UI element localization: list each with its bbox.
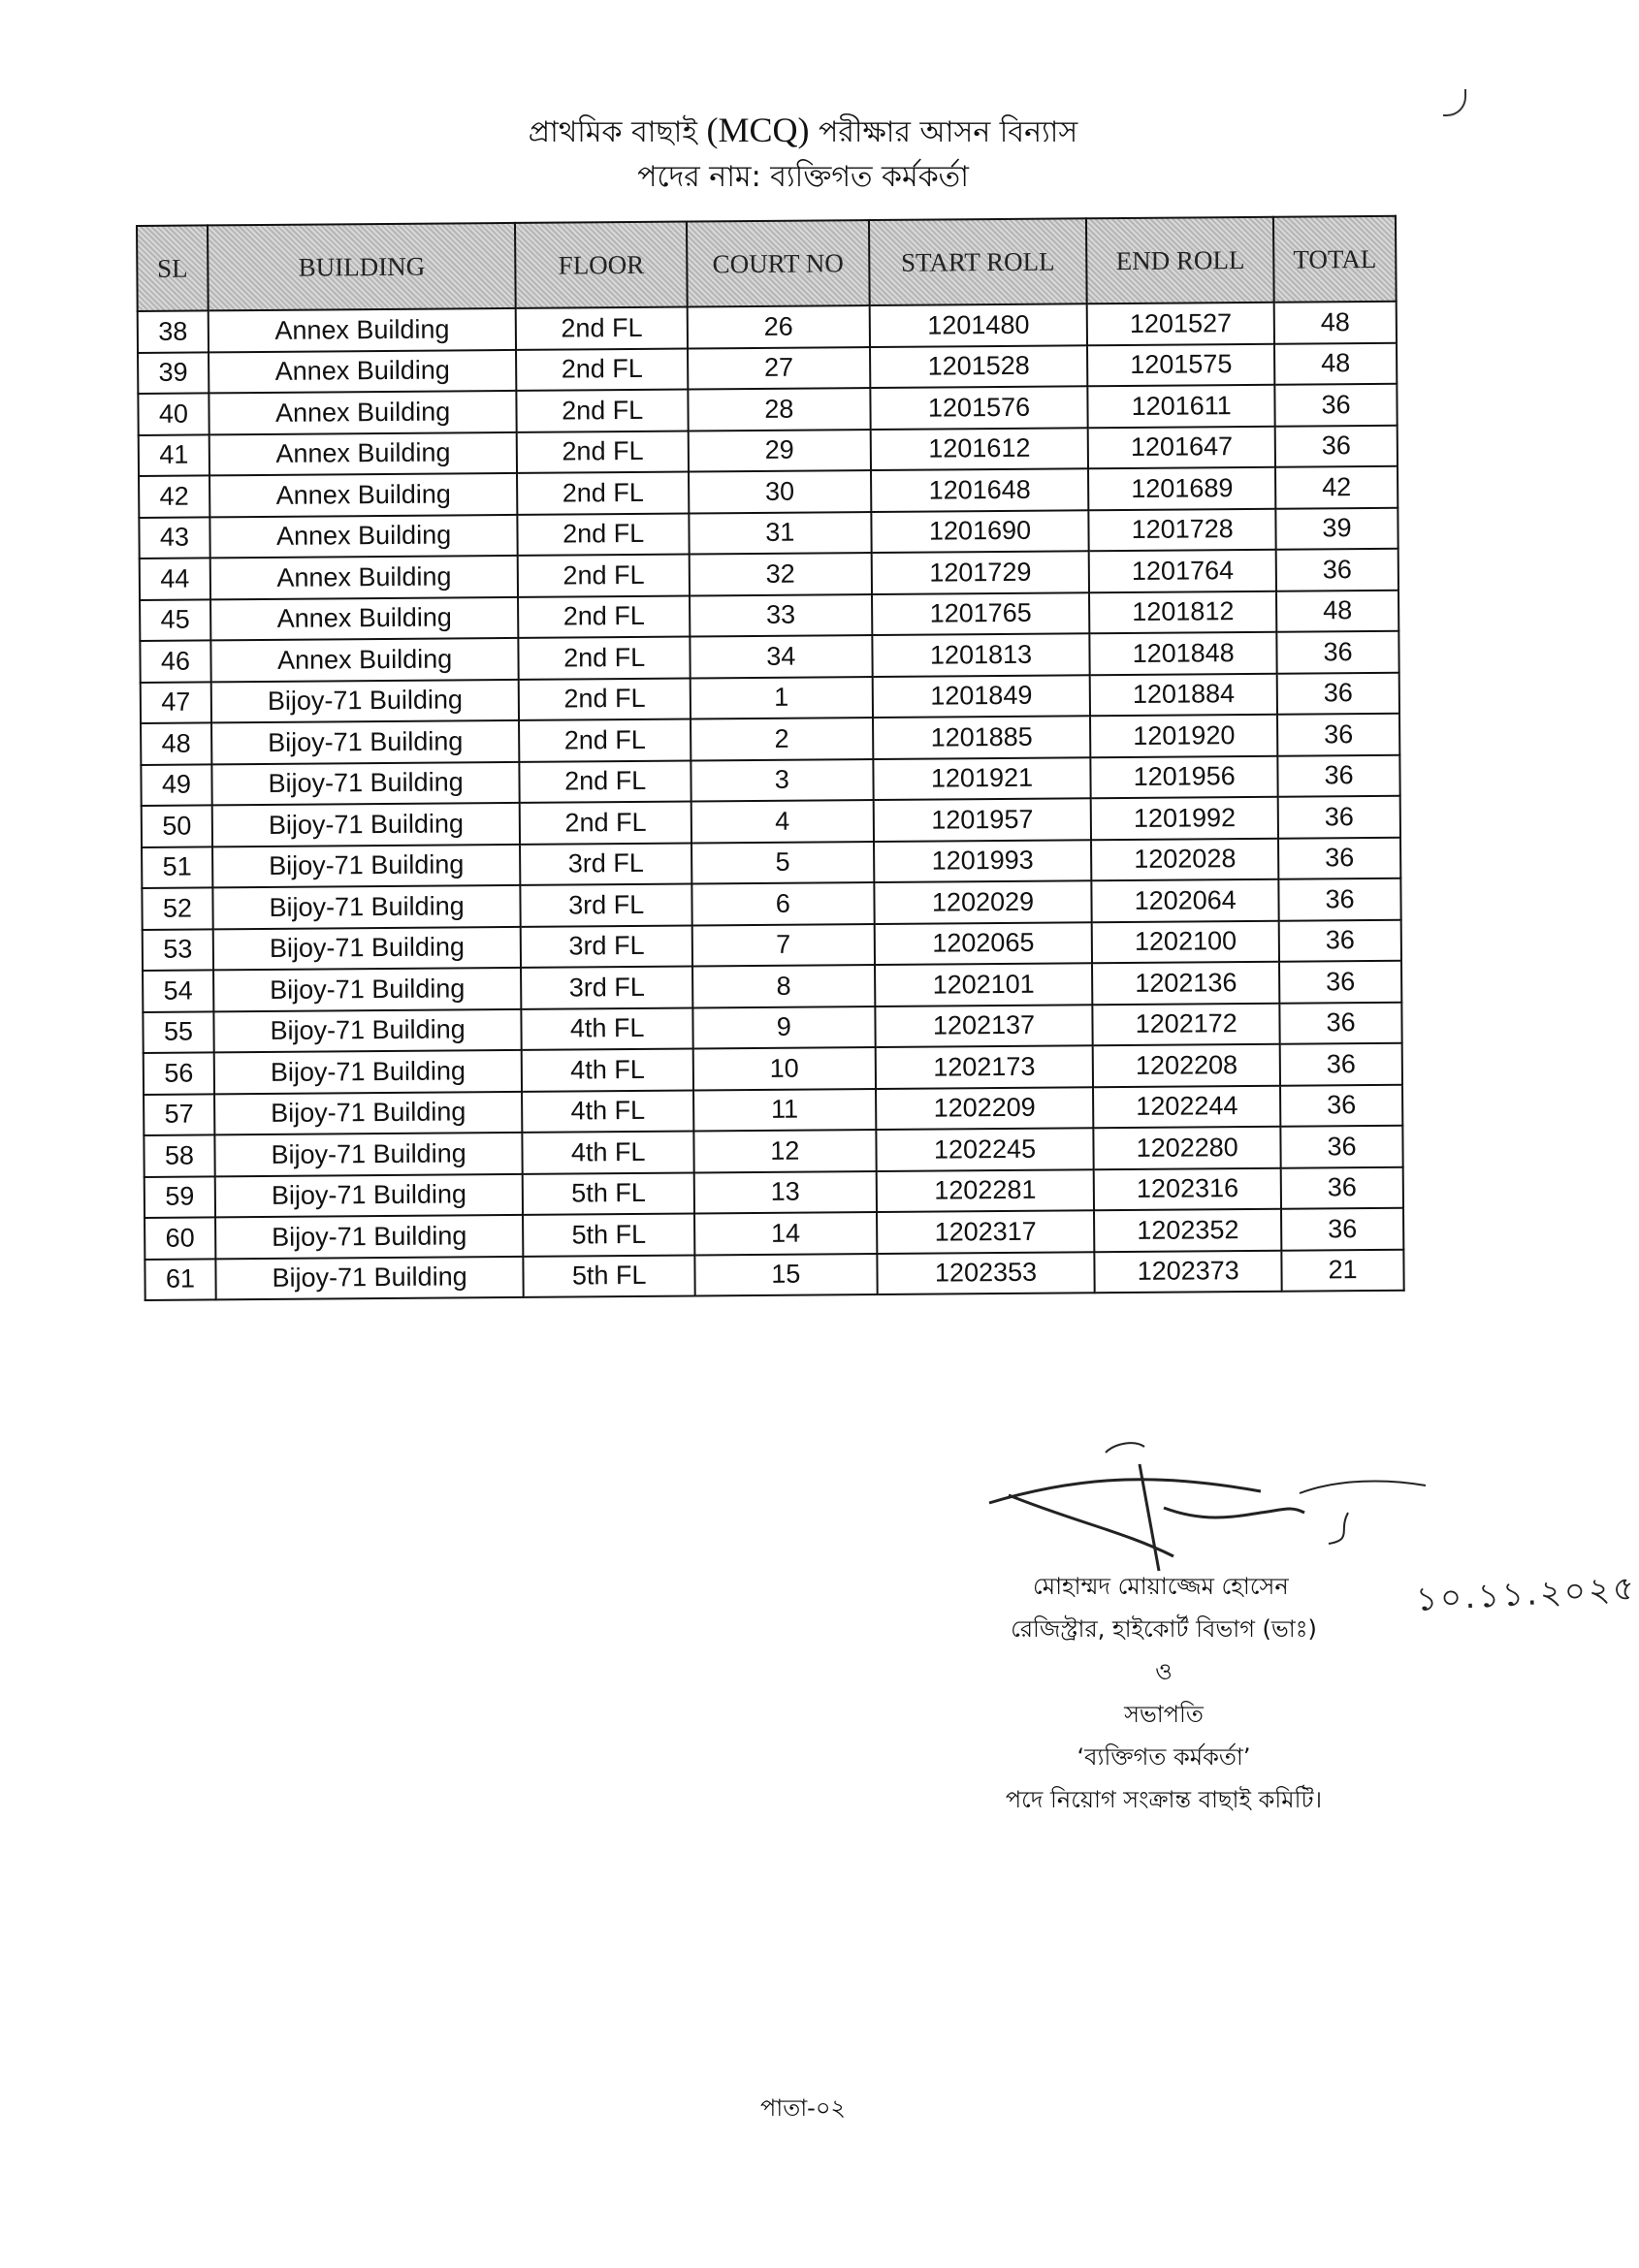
cell-building: Annex Building xyxy=(209,514,518,558)
cell-total: 48 xyxy=(1274,302,1397,343)
cell-end-roll: 1202028 xyxy=(1091,838,1278,880)
cell-total: 36 xyxy=(1279,919,1401,961)
cell-total: 36 xyxy=(1277,754,1399,796)
cell-end-roll: 1202064 xyxy=(1092,879,1279,922)
cell-building: Bijoy-71 Building xyxy=(211,679,520,722)
cell-total: 36 xyxy=(1276,631,1398,673)
cell-start-roll: 1201729 xyxy=(871,551,1089,593)
cell-end-roll: 1201764 xyxy=(1089,550,1276,592)
cell-start-roll: 1202137 xyxy=(875,1005,1093,1047)
cell-total: 42 xyxy=(1275,466,1398,508)
cell-building: Bijoy-71 Building xyxy=(212,844,521,887)
cell-start-roll: 1202317 xyxy=(877,1210,1095,1253)
cell-end-roll: 1201848 xyxy=(1090,632,1277,675)
cell-floor: 3rd FL xyxy=(520,843,691,885)
cell-court-no: 27 xyxy=(688,347,870,390)
cell-sl: 49 xyxy=(141,764,211,806)
cell-end-roll: 1202373 xyxy=(1095,1250,1282,1293)
cell-start-roll: 1202173 xyxy=(875,1045,1093,1088)
cell-total: 36 xyxy=(1274,384,1397,426)
cell-court-no: 14 xyxy=(694,1212,877,1255)
cell-floor: 2nd FL xyxy=(519,719,691,762)
document-title xyxy=(0,109,1606,158)
cell-end-roll: 1201812 xyxy=(1089,591,1276,633)
cell-total: 36 xyxy=(1277,672,1399,714)
cell-floor: 5th FL xyxy=(523,1172,694,1215)
cell-sl: 50 xyxy=(142,805,212,847)
cell-sl: 55 xyxy=(143,1011,213,1053)
cell-start-roll: 1201480 xyxy=(869,303,1087,346)
cell-total: 48 xyxy=(1274,342,1397,384)
cell-total: 21 xyxy=(1281,1249,1403,1291)
cell-start-roll: 1202101 xyxy=(875,963,1093,1006)
cell-building: Bijoy-71 Building xyxy=(215,1256,524,1299)
cell-court-no: 31 xyxy=(689,512,871,555)
cell-end-roll: 1201527 xyxy=(1087,303,1274,345)
cell-building: Annex Building xyxy=(210,596,519,640)
cell-sl: 48 xyxy=(141,722,211,764)
cell-start-roll: 1201849 xyxy=(872,675,1090,718)
cell-start-roll: 1201813 xyxy=(872,633,1090,676)
signatory-conjunction: ও xyxy=(1155,1658,1173,1685)
cell-end-roll: 1201647 xyxy=(1088,426,1275,468)
cell-start-roll: 1201921 xyxy=(873,757,1091,800)
cell-end-roll: 1201611 xyxy=(1088,385,1275,428)
cell-end-roll: 1201728 xyxy=(1089,508,1276,551)
cell-total: 48 xyxy=(1276,590,1398,631)
cell-start-roll: 1201957 xyxy=(873,798,1091,841)
cell-floor: 2nd FL xyxy=(519,637,691,680)
cell-floor: 2nd FL xyxy=(517,472,689,515)
cell-building: Annex Building xyxy=(210,556,519,599)
cell-building: Annex Building xyxy=(210,638,519,682)
cell-sl: 39 xyxy=(138,352,209,394)
cell-sl: 53 xyxy=(143,929,213,971)
cell-court-no: 29 xyxy=(689,430,871,472)
cell-building: Annex Building xyxy=(209,308,517,352)
cell-court-no: 5 xyxy=(691,842,874,884)
cell-sl: 43 xyxy=(139,517,209,559)
cell-end-roll: 1201575 xyxy=(1087,343,1274,386)
cell-floor: 2nd FL xyxy=(520,760,691,803)
cell-sl: 54 xyxy=(143,970,213,1011)
cell-start-roll: 1201576 xyxy=(870,386,1088,429)
cell-start-roll: 1201993 xyxy=(874,840,1092,882)
cell-start-roll: 1202029 xyxy=(874,880,1092,923)
cell-building: Bijoy-71 Building xyxy=(213,1008,522,1052)
cell-total: 36 xyxy=(1278,878,1400,920)
cell-court-no: 15 xyxy=(694,1254,877,1296)
cell-floor: 2nd FL xyxy=(518,555,690,597)
header-sl: SL xyxy=(137,225,209,311)
cell-sl: 40 xyxy=(138,393,209,434)
cell-total: 36 xyxy=(1279,961,1401,1003)
cell-court-no: 7 xyxy=(692,924,875,967)
cell-floor: 2nd FL xyxy=(520,802,691,845)
cell-total: 36 xyxy=(1280,1084,1402,1126)
cell-building: Annex Building xyxy=(209,349,517,393)
cell-floor: 2nd FL xyxy=(519,678,691,720)
cell-total: 39 xyxy=(1275,507,1398,549)
cell-court-no: 30 xyxy=(689,470,871,513)
cell-total: 36 xyxy=(1277,714,1399,755)
handwritten-date: ১০.১১.২০২৫ xyxy=(1414,1569,1639,1619)
cell-end-roll: 1202316 xyxy=(1094,1167,1281,1210)
signatory-designation: রেজিস্ট্রার, হাইকোর্ট বিভাগ (ভাঃ) xyxy=(1011,1615,1317,1643)
seat-plan-table xyxy=(136,215,1405,1301)
header-end-roll: END ROLL xyxy=(1086,217,1273,304)
cell-end-roll: 1202172 xyxy=(1093,1003,1280,1045)
cell-building: Annex Building xyxy=(209,391,517,434)
cell-sl: 44 xyxy=(140,558,210,599)
cell-court-no: 9 xyxy=(692,1006,875,1049)
cell-sl: 52 xyxy=(142,887,212,929)
cell-total: 36 xyxy=(1278,837,1400,878)
cell-total: 36 xyxy=(1281,1208,1403,1250)
cell-total: 36 xyxy=(1275,425,1398,466)
header-floor: FLOOR xyxy=(515,222,687,308)
cell-end-roll: 1201956 xyxy=(1091,755,1278,798)
cell-sl: 46 xyxy=(140,640,210,682)
cell-end-roll: 1202208 xyxy=(1093,1044,1280,1087)
cell-court-no: 10 xyxy=(693,1047,876,1090)
cell-court-no: 6 xyxy=(691,882,874,925)
cell-floor: 4th FL xyxy=(522,1090,693,1133)
post-name-line: পদের নাম: ব্যক্তিগত কর্মকর্তা xyxy=(637,160,969,194)
cell-end-roll: 1201920 xyxy=(1090,715,1277,757)
cell-start-roll: 1202353 xyxy=(877,1252,1095,1294)
cell-building: Bijoy-71 Building xyxy=(212,803,521,847)
cell-court-no: 34 xyxy=(690,635,872,678)
cell-floor: 2nd FL xyxy=(516,307,688,350)
cell-floor: 4th FL xyxy=(523,1132,694,1174)
cell-sl: 61 xyxy=(145,1259,215,1300)
cell-court-no: 32 xyxy=(690,553,872,595)
cell-floor: 5th FL xyxy=(524,1255,695,1297)
committee-name: পদে নিয়োগ সংক্রান্ত বাছাই কমিটি। xyxy=(1005,1786,1323,1813)
header-total: TOTAL xyxy=(1273,216,1397,303)
header-start-roll: START ROLL xyxy=(869,218,1087,305)
cell-floor: 3rd FL xyxy=(521,884,692,927)
cell-floor: 4th FL xyxy=(522,1007,693,1050)
cell-building: Annex Building xyxy=(209,473,518,517)
cell-sl: 60 xyxy=(145,1217,215,1259)
cell-sl: 38 xyxy=(138,310,209,352)
cell-sl: 58 xyxy=(144,1134,214,1176)
cell-start-roll: 1201690 xyxy=(871,510,1089,553)
table-row xyxy=(145,1249,1403,1300)
header-court-no: COURT NO xyxy=(687,220,869,306)
cell-court-no: 3 xyxy=(691,759,873,802)
cell-building: Bijoy-71 Building xyxy=(213,968,522,1011)
cell-floor: 2nd FL xyxy=(518,513,690,556)
cell-court-no: 4 xyxy=(691,800,874,843)
cell-sl: 45 xyxy=(140,599,210,641)
cell-total: 36 xyxy=(1278,796,1400,838)
cell-building: Bijoy-71 Building xyxy=(214,1133,523,1176)
cell-court-no: 28 xyxy=(688,388,870,431)
cell-end-roll: 1202136 xyxy=(1092,962,1279,1005)
cell-start-roll: 1201612 xyxy=(870,428,1088,470)
cell-total: 36 xyxy=(1280,1043,1402,1085)
cell-sl: 41 xyxy=(139,434,209,476)
cell-building: Bijoy-71 Building xyxy=(212,885,521,929)
cell-start-roll: 1201765 xyxy=(872,592,1090,635)
cell-floor: 2nd FL xyxy=(518,595,690,638)
cell-building: Bijoy-71 Building xyxy=(214,1050,523,1094)
cell-sl: 57 xyxy=(144,1094,214,1135)
cell-end-roll: 1202100 xyxy=(1092,920,1279,963)
signature-scribble xyxy=(970,1435,1455,1590)
cell-end-roll: 1202244 xyxy=(1093,1085,1280,1128)
cell-end-roll: 1201689 xyxy=(1088,467,1275,510)
cell-building: Bijoy-71 Building xyxy=(215,1215,524,1259)
cell-start-roll: 1202245 xyxy=(876,1128,1094,1170)
cell-start-roll: 1202281 xyxy=(876,1169,1094,1212)
cell-end-roll: 1202352 xyxy=(1094,1209,1281,1252)
cell-sl: 51 xyxy=(142,847,212,888)
cell-floor: 2nd FL xyxy=(516,348,688,391)
cell-building: Bijoy-71 Building xyxy=(211,761,520,805)
table-header-row xyxy=(137,216,1397,311)
header-building: BUILDING xyxy=(208,223,516,310)
cell-building: Bijoy-71 Building xyxy=(214,1091,523,1134)
cell-sl: 59 xyxy=(145,1176,215,1218)
committee-post: ‘ব্যক্তিগত কর্মকর্তা’ xyxy=(1077,1743,1251,1771)
cell-end-roll: 1201992 xyxy=(1091,797,1278,840)
cell-sl: 56 xyxy=(144,1052,214,1094)
title-part-1: প্রাথমিক বাছাই xyxy=(528,115,697,149)
cell-start-roll: 1201648 xyxy=(871,468,1089,511)
signatory-role: সভাপতি xyxy=(1124,1701,1204,1728)
cell-floor: 3rd FL xyxy=(521,925,692,968)
cell-court-no: 33 xyxy=(690,594,872,637)
cell-court-no: 12 xyxy=(693,1130,876,1172)
cell-start-roll: 1201528 xyxy=(870,345,1088,388)
cell-floor: 5th FL xyxy=(523,1214,694,1257)
signatory-name: মোহাম্মদ মোয়াজ্জেম হোসেন xyxy=(1033,1573,1289,1600)
cell-floor: 4th FL xyxy=(522,1049,693,1092)
cell-start-roll: 1202065 xyxy=(874,922,1092,965)
cell-court-no: 8 xyxy=(692,965,875,1007)
cell-end-roll: 1201884 xyxy=(1090,673,1277,716)
cell-court-no: 13 xyxy=(694,1171,877,1214)
title-mcq: (MCQ) xyxy=(706,111,810,149)
title-part-2: পরীক্ষার আসন বিন্যাস xyxy=(819,115,1078,149)
cell-sl: 47 xyxy=(141,682,211,723)
cell-total: 36 xyxy=(1279,1002,1401,1043)
cell-building: Bijoy-71 Building xyxy=(211,720,520,764)
cell-floor: 2nd FL xyxy=(517,431,689,473)
cell-sl: 42 xyxy=(139,475,209,517)
cell-court-no: 1 xyxy=(691,677,873,719)
cell-floor: 2nd FL xyxy=(517,390,689,432)
cell-building: Bijoy-71 Building xyxy=(215,1173,524,1217)
cell-building: Bijoy-71 Building xyxy=(213,926,522,970)
cell-floor: 3rd FL xyxy=(521,967,692,1009)
cell-court-no: 11 xyxy=(693,1089,876,1132)
cell-court-no: 2 xyxy=(691,718,873,760)
cell-building: Annex Building xyxy=(209,431,518,475)
cell-end-roll: 1202280 xyxy=(1094,1127,1281,1169)
page-number: পাতা-০২ xyxy=(759,2094,847,2122)
cell-start-roll: 1201885 xyxy=(873,716,1091,758)
cell-total: 36 xyxy=(1281,1166,1403,1208)
cell-total: 36 xyxy=(1276,549,1398,591)
table-body xyxy=(138,302,1404,1300)
cell-total: 36 xyxy=(1280,1126,1402,1167)
cell-court-no: 26 xyxy=(688,305,870,348)
cell-start-roll: 1202209 xyxy=(876,1087,1094,1130)
